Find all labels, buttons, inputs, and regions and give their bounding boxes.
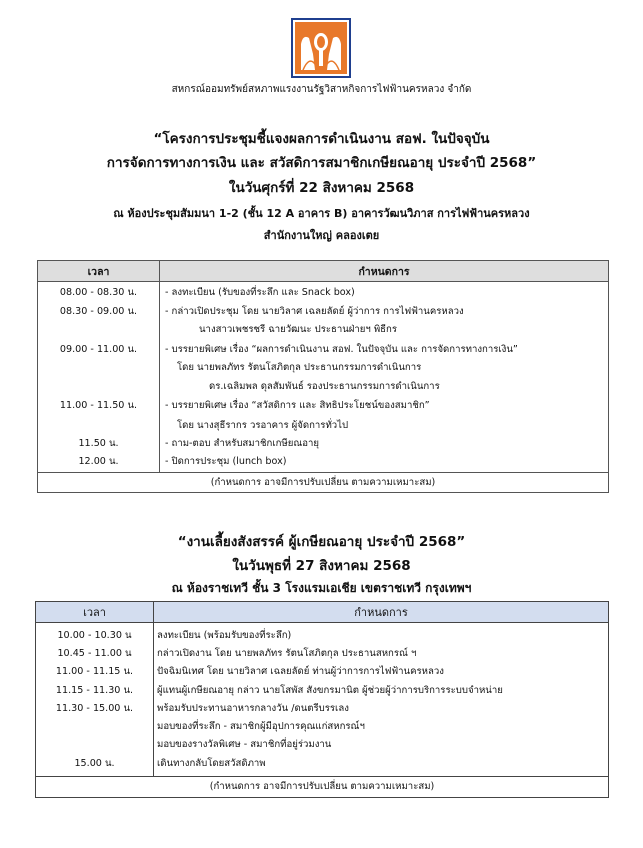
table-row [38,452,609,473]
logo-emblem-icon [293,20,349,76]
row-agenda-line: มอบของที่ระลึก - สมาชิกผู้มีอุปการคุณแก่สหกรณ์ฯ [157,721,365,733]
event1-title-line1: “โครงการประชุมชี้แจงผลการดำเนินงาน สอฟ. ในปัจจุบัน [153,131,490,147]
table-row [38,394,609,433]
event1-venue: ณ ห้องประชุมสัมมนา 1-2 (ชั้น 12 A อาคาร B) อาคารวัฒนวิภาส การไฟฟ้านครหลวง [113,207,530,220]
agenda-column-header: กำหนดการ [154,602,609,623]
row-time: 09.00 - 11.00 น. [59,343,138,355]
row-time: 15.00 น. [74,758,115,770]
event2-date: ในวันพุธที่ 27 สิงหาคม 2568 [232,558,411,574]
row-time: 11.30 - 15.00 น. [55,702,134,714]
row-agenda-line: เดินทางกลับโดยสวัสดิภาพ [157,758,266,770]
table-header-row [36,602,609,623]
event2-schedule-table [35,601,609,798]
table-row [36,643,609,661]
event1-title-line2: การจัดการทางการเงิน และ สวัสดิการสมาชิกเกษียณอายุ ประจำปี 2568” [106,155,537,171]
row-time: 11.50 น. [78,438,119,449]
row-agenda-line: ปัจฉิมนิเทศ โดย นายวิลาศ เฉลยลัดย์ ท่านผู้ว่าการการไฟฟ้านครหลวง [157,666,444,678]
table-row [36,752,609,776]
row-agenda-line: - ลงทะเบียน (รับของที่ระลึก และ Snack box) [165,287,355,298]
row-time: 11.00 - 11.50 น. [59,400,138,411]
row-time: 10.45 - 11.00 น [57,648,132,660]
row-agenda-line: - ถาม-ตอบ สำหรับสมาชิกเกษียณอายุ [165,438,320,449]
time-column-header: เวลา [36,602,154,623]
row-agenda-line: ดร.เฉลิมพล ดุลสัมพันธ์ รองประธานกรรมการดำเนินการ [209,380,440,392]
table-row [38,338,609,395]
row-agenda-line: - บรรยายพิเศษ เรื่อง “ผลการดำเนินงาน สอฟ. ในปัจจุบัน และ การจัดการทางการเงิน” [165,343,518,355]
event2-venue: ณ ห้องราชเทวี ชั้น 3 โรงแรมเอเชีย เขตราชเทวี กรุงเทพฯ [171,581,472,595]
table-row [36,698,609,753]
organization-logo [291,18,351,78]
event1-schedule-table [37,260,609,493]
row-agenda-line: - บรรยายพิเศษ เรื่อง “สวัสดิการ และ สิทธิประโยชน์ของสมาชิก” [165,400,430,411]
table-row [36,661,609,679]
row-time: 12.00 น. [78,455,119,467]
row-agenda-line: พร้อมรับประทานอาหารกลางวัน /ดนตรีบรรเลง [157,702,349,714]
row-agenda-line: ผู้แทนผู้เกษียณอายุ กล่าว นายโสพัส สังขกรมานิต ผู้ช่วยผู้ว่าการบริการระบบจำหน่าย [157,684,503,696]
row-time: 10.00 - 10.30 น [57,630,132,641]
table-header-row [38,261,609,282]
organization-name: สหกรณ์ออมทรัพย์สหภาพแรงงานรัฐวิสาหกิจการไฟฟ้านครหลวง จำกัด [171,84,472,95]
table-note-row [36,776,609,797]
table-row [38,282,609,301]
row-time: 11.15 - 11.30 น. [55,684,134,696]
schedule-note: (กำหนดการ อาจมีการปรับเปลี่ยน ตามความเหมาะสม) [36,776,609,797]
table-row [38,433,609,452]
row-agenda-line: นางสาวเพชรชรี ฉายวัฒนะ ประธานฝ่ายฯ พิธีกร [199,324,398,335]
row-agenda-line: - ปิดการประชุม (lunch box) [165,455,287,467]
schedule-note: (กำหนดการ อาจมีการปรับเปลี่ยน ตามความเหมาะสม) [38,473,609,493]
row-time: 08.30 - 09.00 น. [59,305,138,317]
table-note-row [38,473,609,493]
event2-title: “งานเลี้ยงสังสรรค์ ผู้เกษียณอายุ ประจำปี 2568” [177,534,466,550]
row-agenda-line: กล่าวเปิดงาน โดย นายพลภัทร รัตนโสภิตกุล ประธานสหกรณ์ ฯ [157,648,417,660]
event1-date: ในวันศุกร์ที่ 22 สิงหาคม 2568 [228,180,415,196]
row-agenda-line: ลงทะเบียน (พร้อมรับของที่ระลึก) [157,630,292,641]
row-agenda-line: โดย นางสุธีรากร วรอาคาร ผู้จัดการทั่วไป [177,419,349,431]
row-agenda-line: - กล่าวเปิดประชุม โดย นายวิลาศ เฉลยลัดย์ ผู้ว่าการ การไฟฟ้านครหลวง [165,305,464,317]
table-row [36,623,609,644]
agenda-column-header: กำหนดการ [160,261,609,282]
time-column-header: เวลา [38,261,160,282]
table-row [36,680,609,698]
row-time: 11.00 - 11.15 น. [55,666,134,678]
row-time: 08.00 - 08.30 น. [59,287,138,298]
row-agenda-line: โดย นายพลภัทร รัตนโสภิตกุล ประธานกรรมการดำเนินการ [177,362,422,373]
row-agenda-line: มอบของรางวัลพิเศษ - สมาชิกที่อยู่ร่วมงาน [157,739,332,751]
event1-venue-line2: สำนักงานใหญ่ คลองเตย [263,229,380,242]
table-row [38,301,609,338]
